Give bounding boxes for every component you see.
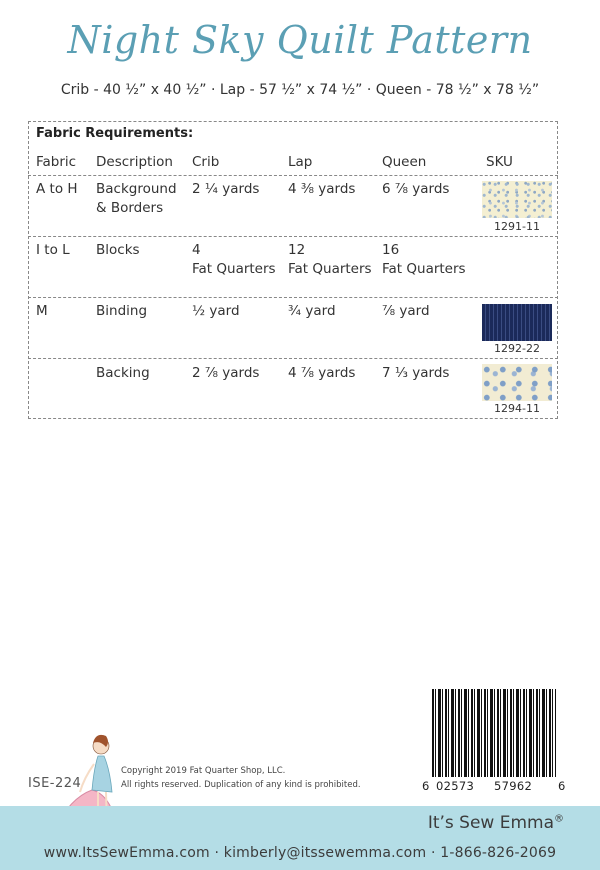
contact-info: www.ItsSewEmma.com · kimberly@itssewemma.com · 1-866-826-2069	[43, 845, 557, 861]
column-header-queen: Queen	[382, 154, 427, 170]
sku-code: 1291-11	[494, 220, 540, 233]
queen-cell: 7 ⅓ yards	[382, 365, 450, 381]
pattern-code: ISE-224	[28, 776, 82, 791]
fabric-cell: A to H	[36, 181, 78, 197]
row-divider	[28, 175, 558, 176]
row-divider	[28, 236, 558, 237]
fabric-cell: M	[36, 303, 48, 319]
sku-code: 1292-22	[494, 342, 540, 355]
lap-cell: 4 ⅞ yards	[288, 365, 356, 381]
queen-cell: 6 ⅞ yards	[382, 181, 450, 197]
fabric-swatch	[482, 364, 552, 401]
description-cell: Backing	[96, 365, 150, 381]
queen-cell: ⅞ yard	[382, 303, 430, 319]
crib-cell: 2 ⅞ yards	[192, 365, 260, 381]
column-header-description: Description	[96, 154, 173, 170]
fabric-cell: I to L	[36, 242, 70, 258]
column-header-crib: Crib	[192, 154, 220, 170]
lap-cell: 12 Fat Quarters	[288, 242, 372, 277]
quilt-sizes: Crib - 40 ½” x 40 ½” · Lap - 57 ½” x 74 ½” · Queen - 78 ½” x 78 ½”	[60, 82, 540, 98]
crib-cell: 2 ¼ yards	[192, 181, 260, 197]
fabric-swatch	[482, 304, 552, 341]
description-cell: Blocks	[96, 242, 140, 258]
sku-code: 1294-11	[494, 402, 540, 415]
column-header-sku: SKU	[486, 154, 513, 170]
copyright-notice: Copyright 2019 Fat Quarter Shop, LLC. All rights reserved. Duplication of any kind is prohibited.	[121, 766, 361, 790]
page-title: Night Sky Quilt Pattern	[67, 18, 533, 62]
column-header-fabric: Fabric	[36, 154, 77, 170]
requirements-heading: Fabric Requirements:	[36, 126, 194, 141]
crib-cell: 4 Fat Quarters	[192, 242, 276, 277]
barcode	[432, 689, 556, 777]
lap-cell: 4 ⅜ yards	[288, 181, 356, 197]
queen-cell: 16 Fat Quarters	[382, 242, 466, 277]
description-cell: Binding	[96, 303, 148, 319]
description-cell: Background & Borders	[96, 181, 177, 216]
crib-cell: ½ yard	[192, 303, 240, 319]
fabric-swatch	[482, 181, 552, 218]
brand-name: It’s Sew Emma®	[427, 813, 564, 833]
column-header-lap: Lap	[288, 154, 313, 170]
row-divider	[28, 297, 558, 298]
lap-cell: ¾ yard	[288, 303, 336, 319]
row-divider	[28, 358, 558, 359]
